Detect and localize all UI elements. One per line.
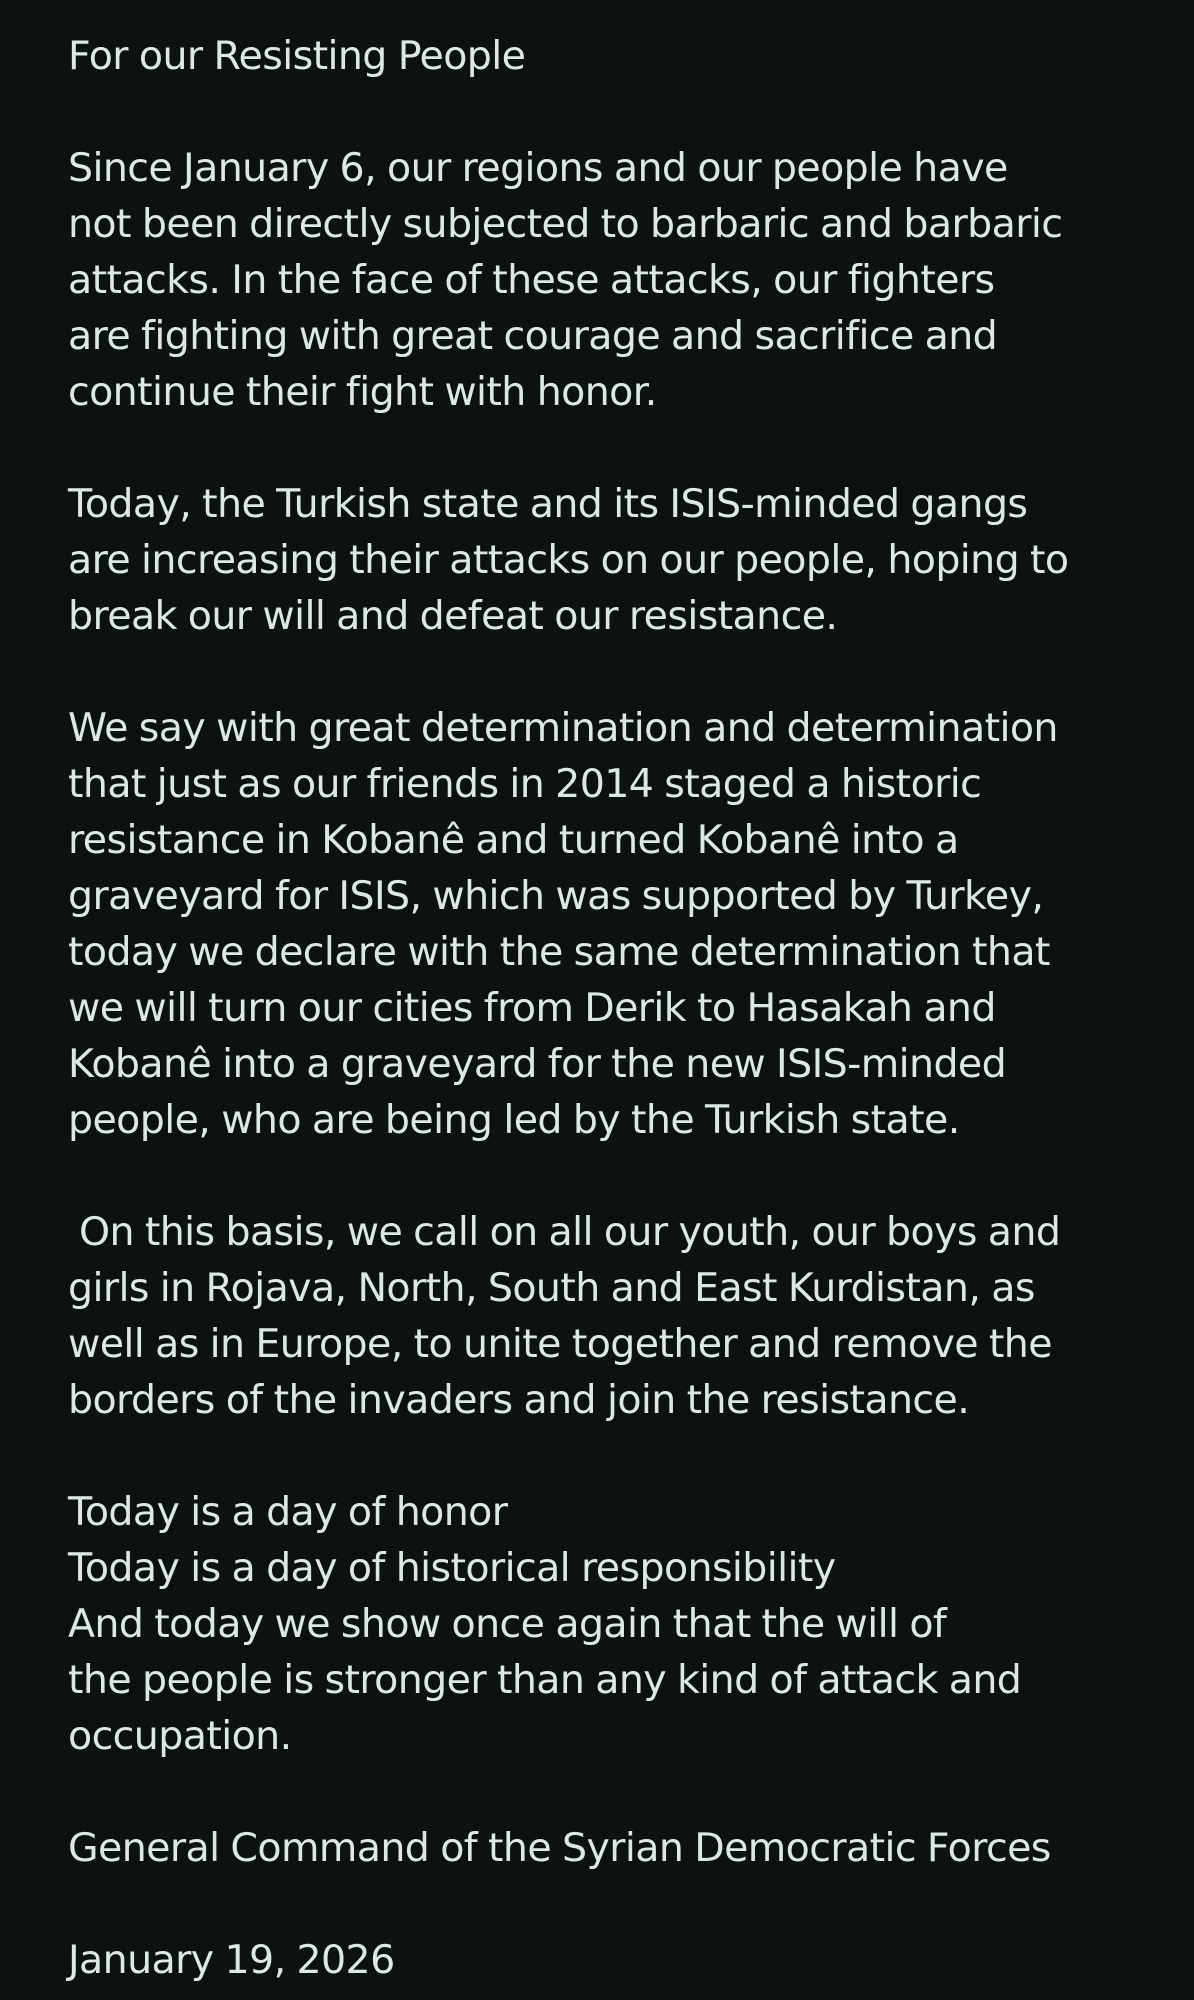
- paragraph-4-line: well as in Europe, to unite together and remove the: [68, 1321, 1052, 1367]
- paragraph-3-line: graveyard for ISIS, which was supported by Turkey,: [68, 873, 1044, 919]
- paragraph-3-line: we will turn our cities from Derik to Hasakah and: [68, 985, 996, 1031]
- paragraph-3-line: today we declare with the same determination that: [68, 929, 1050, 975]
- signature: General Command of the Syrian Democratic Forces: [68, 1825, 1051, 1871]
- paragraph-4: [68, 1204, 1178, 1428]
- paragraph-1-line: Since January 6, our regions and our people have: [68, 145, 1008, 191]
- paragraph-3-line: Kobanê into a graveyard for the new ISIS-minded: [68, 1041, 1007, 1087]
- paragraph-3-line: people, who are being led by the Turkish state.: [68, 1097, 960, 1143]
- statement-date: January 19, 2026: [68, 1937, 395, 1983]
- paragraph-2-line: break our will and defeat our resistance.: [68, 593, 838, 639]
- paragraph-spacer: [68, 1876, 1178, 1932]
- paragraph-3-line: We say with great determination and determination: [68, 705, 1058, 751]
- paragraph-4-line: borders of the invaders and join the resistance.: [68, 1377, 970, 1423]
- paragraph-1-line: not been directly subjected to barbaric and barbaric: [68, 201, 1063, 247]
- paragraph-1-line: attacks. In the face of these attacks, our fighters: [68, 257, 995, 303]
- paragraph-3-line: resistance in Kobanê and turned Kobanê into a: [68, 817, 959, 863]
- paragraph-5-line: the people is stronger than any kind of attack and: [68, 1657, 1022, 1703]
- paragraph-4-line: girls in Rojava, North, South and East Kurdistan, as: [68, 1265, 1035, 1311]
- paragraph-spacer: [68, 84, 1178, 140]
- paragraph-5: [68, 1484, 1178, 1764]
- paragraph-spacer: [68, 644, 1178, 700]
- paragraph-2: [68, 476, 1178, 644]
- paragraph-1-line: continue their fight with honor.: [68, 369, 657, 415]
- paragraph-1-line: are fighting with great courage and sacrifice and: [68, 313, 998, 359]
- paragraph-5-line: occupation.: [68, 1713, 292, 1759]
- paragraph-5-line: Today is a day of historical responsibility: [68, 1545, 836, 1591]
- paragraph-5-line: And today we show once again that the will of: [68, 1601, 947, 1647]
- paragraph-3: [68, 700, 1178, 1148]
- paragraph-spacer: [68, 1428, 1178, 1484]
- paragraph-5-line: Today is a day of honor: [68, 1489, 508, 1535]
- paragraph-spacer: [68, 1764, 1178, 1820]
- paragraph-4-line: On this basis, we call on all our youth, our boys and: [68, 1209, 1061, 1255]
- paragraph-1: [68, 140, 1178, 420]
- paragraph-spacer: [68, 1148, 1178, 1204]
- paragraph-3-line: that just as our friends in 2014 staged a historic: [68, 761, 982, 807]
- paragraph-2-line: are increasing their attacks on our people, hoping to: [68, 537, 1069, 583]
- greeting: For our Resisting People: [68, 33, 526, 79]
- statement-document: [68, 28, 1178, 1988]
- paragraph-spacer: [68, 420, 1178, 476]
- paragraph-2-line: Today, the Turkish state and its ISIS-minded gangs: [68, 481, 1028, 527]
